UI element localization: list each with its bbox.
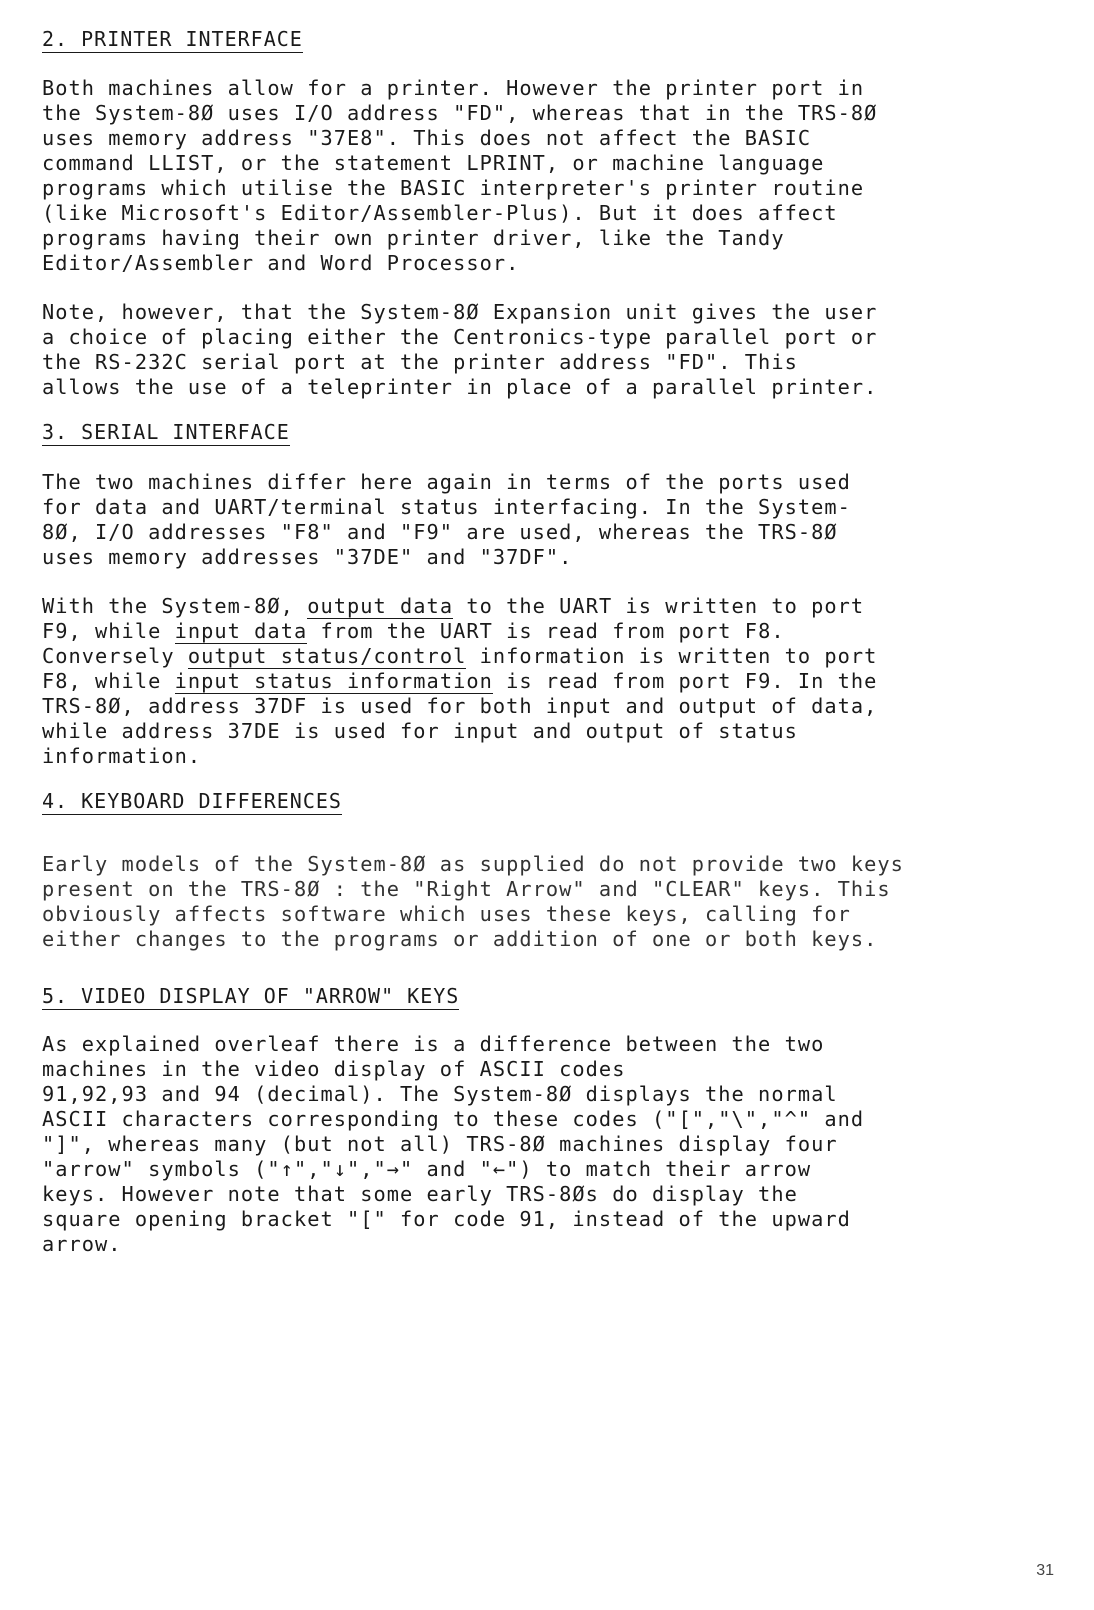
text-line: for data and UART/terminal status interfacing. In the System- [42, 495, 851, 519]
text-line: TRS-8Ø, address 37DF is used for both input and output of data, [42, 694, 878, 718]
text-line: programs having their own printer driver, like the Tandy [42, 226, 785, 250]
text-line: The two machines differ here again in terms of the ports used [42, 470, 851, 494]
paragraph-serial-ports [42, 470, 851, 570]
text-line: As explained overleaf there is a difference between the two [42, 1032, 825, 1056]
text-line: uses memory addresses "37DE" and "37DF". [42, 545, 573, 569]
text-line: 8Ø, I/O addresses "F8" and "F9" are used, whereas the TRS-8Ø [42, 520, 838, 544]
text-line: Both machines allow for a printer. However the printer port in [42, 76, 865, 100]
text-line: Conversely output status/control information is written to port [42, 644, 878, 668]
text-line: the RS-232C serial port at the printer address "FD". This [42, 350, 798, 374]
text-line: either changes to the programs or addition of one or both keys. [42, 927, 878, 951]
text-line: obviously affects software which uses these keys, calling for [42, 902, 851, 926]
paragraph-serial-data-flow [42, 594, 877, 769]
underlined-term: output data [307, 594, 454, 618]
text-line: square opening bracket "[" for code 91, instead of the upward [42, 1207, 851, 1231]
text-line: uses memory address "37E8". This does not affect the BASIC [42, 126, 812, 150]
text-line: 91,92,93 and 94 (decimal). The System-8Ø displays the normal [42, 1082, 838, 1106]
paragraph-printer-ports [42, 76, 877, 276]
text-line: (like Microsoft's Editor/Assembler-Plus). But it does affect [42, 201, 838, 225]
underlined-term: input status information [174, 669, 493, 693]
text-line: the System-8Ø uses I/O address "FD", whereas that in the TRS-8Ø [42, 101, 878, 125]
paragraph-keyboard [42, 852, 904, 952]
text-line: present on the TRS-8Ø : the "Right Arrow" and "CLEAR" keys. This [42, 877, 891, 901]
text-line: "arrow" symbols ("↑","↓","→" and "←") to match their arrow [42, 1157, 812, 1181]
text-line: keys. However note that some early TRS-8Øs do display the [42, 1182, 798, 1206]
text-line: command LLIST, or the statement LPRINT, or machine language [42, 151, 825, 175]
text-line: programs which utilise the BASIC interpreter's printer routine [42, 176, 865, 200]
page-number: 31 [1036, 1562, 1054, 1579]
text-line: Early models of the System-8Ø as supplied do not provide two keys [42, 852, 904, 876]
text-line: F9, while input data from the UART is read from port F8. [42, 619, 785, 643]
heading-video-display: 5. VIDEO DISPLAY OF "ARROW" KEYS [42, 984, 460, 1008]
text-line: F8, while input status information is read from port F9. In the [42, 669, 878, 693]
text-line: allows the use of a teleprinter in place of a parallel printer. [42, 375, 878, 399]
text-line: "]", whereas many (but not all) TRS-8Ø machines display four [42, 1132, 838, 1156]
underlined-term: input data [174, 619, 308, 643]
text-line: ASCII characters corresponding to these codes ("[","\","^" and [42, 1107, 865, 1131]
text-line: information. [42, 744, 202, 768]
heading-printer-interface: 2. PRINTER INTERFACE [42, 27, 303, 51]
paragraph-printer-expansion [42, 300, 877, 400]
text-line: machines in the video display of ASCII codes [42, 1057, 626, 1081]
paragraph-video-display [42, 1032, 864, 1257]
heading-serial-interface: 3. SERIAL INTERFACE [42, 420, 290, 444]
text-line: a choice of placing either the Centronics-type parallel port or [42, 325, 878, 349]
underlined-term: output status/control [187, 644, 467, 668]
text-line: With the System-8Ø, output data to the UART is written to port [42, 594, 865, 618]
text-line: Editor/Assembler and Word Processor. [42, 251, 520, 275]
text-line: arrow. [42, 1232, 122, 1256]
text-line: Note, however, that the System-8Ø Expansion unit gives the user [42, 300, 878, 324]
heading-keyboard-differences: 4. KEYBOARD DIFFERENCES [42, 789, 342, 813]
text-line: while address 37DE is used for input and output of status [42, 719, 798, 743]
